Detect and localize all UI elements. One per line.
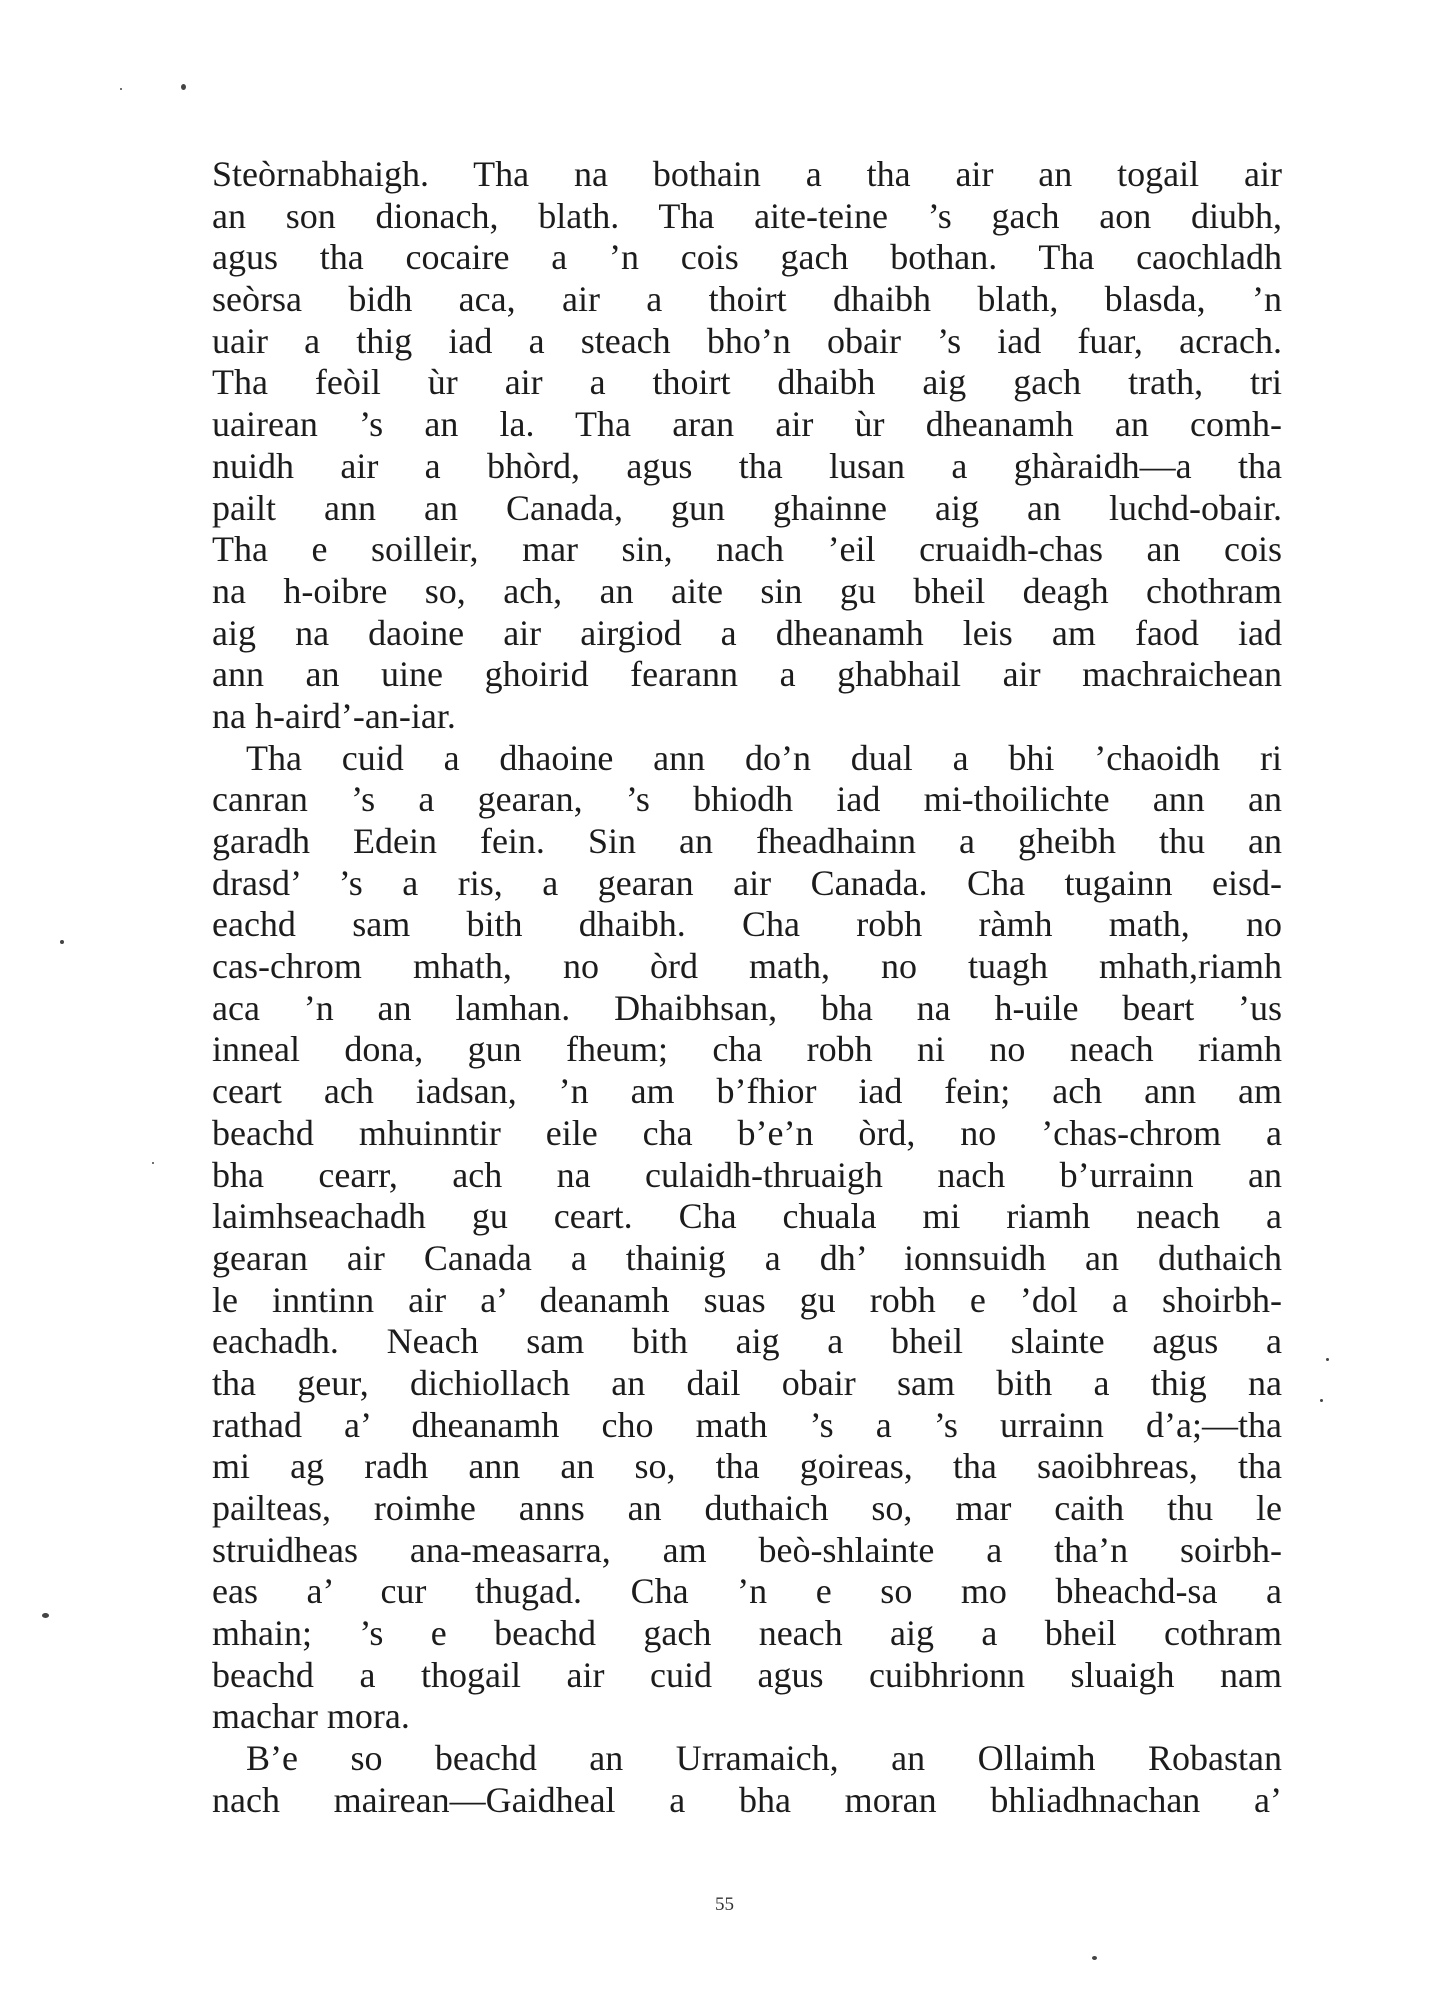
text-line: ceart ach iadsan, ’n am b’fhior iad fein; ach ann am [212,1071,1282,1112]
paragraph-2 [212,738,1282,1739]
scan-speck [181,84,186,90]
text-line: ann an uine ghoirid fearann a ghabhail air machraichean [212,654,1282,695]
text-line: beachd a thogail air cuid agus cuibhrionn sluaigh nam [212,1654,1282,1695]
text-line: tha geur, dichiollach an dail obair sam bith a thig na [212,1362,1282,1403]
text-line: mi ag radh ann an so, tha goireas, tha saoibhreas, tha [212,1446,1282,1487]
text-line: struidheas ana-measarra, am beò-shlainte a tha’n soirbh- [212,1529,1282,1570]
text-line: seòrsa bidh aca, air a thoirt dhaibh blath, blasda, ’n [212,279,1282,320]
body-text [212,154,1282,1822]
text-line: rathad a’ dheanamh cho math ’s a ’s urrainn d’a;—tha [212,1404,1282,1445]
text-line: mhain; ’s e beachd gach neach aig a bheil cothram [212,1613,1282,1654]
text-line: le inntinn air a’ deanamh suas gu robh e ’dol a shoirbh- [212,1279,1282,1320]
text-line: inneal dona, gun fheum; cha robh ni no neach riamh [212,1029,1282,1070]
text-line: machar mora. [212,1696,410,1737]
scan-speck [42,1613,49,1618]
text-line: pailt ann an Canada, gun ghainne aig an luchd-obair. [212,487,1282,528]
page-number: 55 [715,1894,734,1915]
text-line: eachadh. Neach sam bith aig a bheil slainte agus a [212,1321,1282,1362]
paragraph-3 [212,1738,1282,1821]
text-line: nach mairean—Gaidheal a bha moran bhliadhnachan a’ [212,1779,1282,1820]
text-line: cas-chrom mhath, no òrd math, no tuagh mhath,riamh [212,946,1282,987]
text-line: gearan air Canada a thainig a dh’ ionnsuidh an duthaich [212,1237,1282,1278]
text-line: aca ’n an lamhan. Dhaibhsan, bha na h-uile beart ’us [212,987,1282,1028]
text-line: eachd sam bith dhaibh. Cha robh ràmh math, no [212,904,1282,945]
text-line: eas a’ cur thugad. Cha ’n e so mo bheachd-sa a [212,1571,1282,1612]
text-line: Tha e soilleir, mar sin, nach ’eil cruaidh-chas an cois [212,529,1282,570]
scan-speck [60,940,64,944]
text-line: canran ’s a gearan, ’s bhiodh iad mi-thoilichte ann an [212,779,1282,820]
text-line: drasd’ ’s a ris, a gearan air Canada. Cha tugainn eisd- [212,862,1282,903]
paragraph-1 [212,154,1282,738]
scan-speck [1326,1358,1329,1361]
text-line: aig na daoine air airgiod a dheanamh leis am faod iad [212,612,1282,653]
text-line: na h-oibre so, ach, an aite sin gu bheil deagh chothram [212,570,1282,611]
text-line: Tha feòil ùr air a thoirt dhaibh aig gach trath, tri [212,362,1282,403]
text-line: bha cearr, ach na culaidh-thruaigh nach b’urrainn an [212,1154,1282,1195]
text-line: laimhseachadh gu ceart. Cha chuala mi riamh neach a [212,1196,1282,1237]
scan-speck [1320,1399,1323,1402]
text-line: garadh Edein fein. Sin an fheadhainn a gheibh thu an [212,821,1282,861]
scan-speck [1092,1956,1097,1960]
text-line: nuidh air a bhòrd, agus tha lusan a ghàraidh—a tha [212,445,1282,486]
text-line: agus tha cocaire a ’n cois gach bothan. Tha caochladh [212,237,1282,278]
text-line: Tha cuid a dhaoine ann do’n dual a bhi ’chaoidh ri [246,737,1282,778]
text-line: an son dionach, blath. Tha aite-teine ’s gach aon diubh, [212,195,1282,236]
scan-speck [152,1162,154,1164]
text-line: Steòrnabhaigh. Tha na bothain a tha air an togail air [212,154,1282,194]
text-line: B’e so beachd an Urramaich, an Ollaimh Robastan [246,1738,1282,1779]
text-line: beachd mhuinntir eile cha b’e’n òrd, no ’chas-chrom a [212,1112,1282,1153]
text-line: uair a thig iad a steach bho’n obair ’s iad fuar, acrach. [212,320,1282,361]
scan-speck [120,88,122,90]
text-line: pailteas, roimhe anns an duthaich so, mar caith thu le [212,1488,1282,1528]
text-line: uairean ’s an la. Tha aran air ùr dheanamh an comh- [212,404,1282,445]
text-line: na h-aird’-an-iar. [212,695,456,736]
